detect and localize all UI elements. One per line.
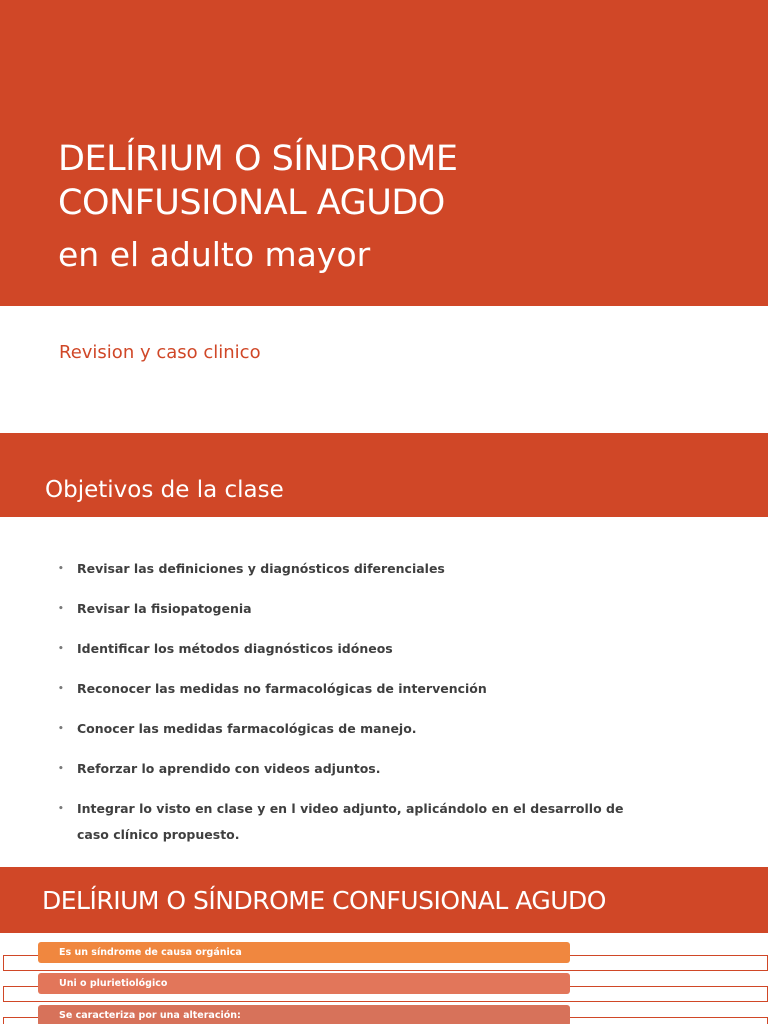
bullet-icon: • [58,804,64,814]
title-slide [0,0,768,422]
bullet-icon: • [58,644,64,654]
list-item-text: Reforzar lo aprendido con videos adjuntos. [77,761,381,776]
bullet-icon: • [58,604,64,614]
bullet-icon: • [58,724,64,734]
list-item [58,756,658,782]
bullet-icon: • [58,764,64,774]
list-item [58,556,658,582]
list-item-text: Revisar las definiciones y diagnósticos diferenciales [77,561,445,576]
list-item-text: Conocer las medidas farmacológicas de manejo. [77,721,417,736]
list-item [58,716,658,742]
objectives-slide [0,433,768,859]
list-item [58,596,658,622]
title-line-2: CONFUSIONAL AGUDO [58,183,445,223]
list-item [58,796,658,848]
bullet-icon: • [58,684,64,694]
definition-item: Es un síndrome de causa orgánica [38,942,570,963]
list-item [58,676,658,702]
list-item-text: Integrar lo visto en clase y en l video adjunto, aplicándolo en el desarrollo de caso clínico propuesto. [77,801,624,842]
title-line-1: DELÍRIUM O SÍNDROME [58,139,458,179]
definition-heading: DELÍRIUM O SÍNDROME CONFUSIONAL AGUDO [42,886,606,915]
bullet-icon: • [58,564,64,574]
definition-item: Uni o plurietiológico [38,973,570,994]
list-item [58,636,658,662]
definition-item: Se caracteriza por una alteración: [38,1005,570,1024]
list-item-text: Identificar los métodos diagnósticos idóneos [77,641,393,656]
title-line-3: en el adulto mayor [58,235,371,274]
objectives-heading: Objetivos de la clase [45,477,284,503]
definition-slide [0,867,768,1024]
list-item-text: Revisar la fisiopatogenia [77,601,252,616]
slide-subtitle: Revision y caso clinico [59,342,261,363]
list-item-text: Reconocer las medidas no farmacológicas de intervención [77,681,487,696]
